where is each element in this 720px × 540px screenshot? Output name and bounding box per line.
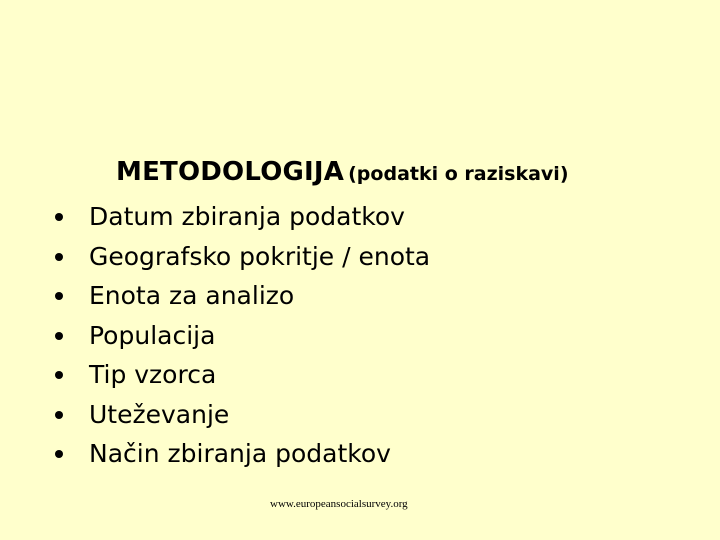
bullet-dot-icon bbox=[55, 411, 63, 419]
bullet-text: Uteževanje bbox=[89, 399, 230, 429]
slide-title-subtitle: (podatki o raziskavi) bbox=[348, 163, 569, 185]
bullet-item bbox=[55, 395, 430, 435]
slide-title-main: METODOLOGIJA bbox=[116, 157, 345, 187]
slide-title bbox=[116, 157, 569, 187]
footer-url: www.europeansocialsurvey.org bbox=[270, 498, 408, 510]
bullet-text: Geografsko pokritje / enota bbox=[89, 241, 431, 271]
bullet-dot-icon bbox=[55, 253, 63, 261]
bullet-list bbox=[55, 197, 430, 474]
bullet-item bbox=[55, 197, 430, 237]
bullet-text: Način zbiranja podatkov bbox=[89, 439, 391, 468]
bullet-dot-icon bbox=[55, 371, 63, 379]
bullet-text: Tip vzorca bbox=[89, 360, 217, 389]
bullet-item bbox=[55, 434, 430, 474]
bullet-text: Populacija bbox=[89, 320, 216, 350]
bullet-item bbox=[55, 276, 430, 316]
bullet-text: Enota za analizo bbox=[89, 281, 295, 310]
bullet-dot-icon bbox=[55, 292, 63, 300]
bullet-item bbox=[55, 355, 430, 395]
bullet-dot-icon bbox=[55, 213, 63, 221]
bullet-item bbox=[55, 316, 430, 356]
bullet-dot-icon bbox=[55, 332, 63, 340]
bullet-dot-icon bbox=[55, 450, 63, 458]
bullet-item bbox=[55, 237, 430, 277]
bullet-text: Datum zbiranja podatkov bbox=[89, 202, 405, 231]
